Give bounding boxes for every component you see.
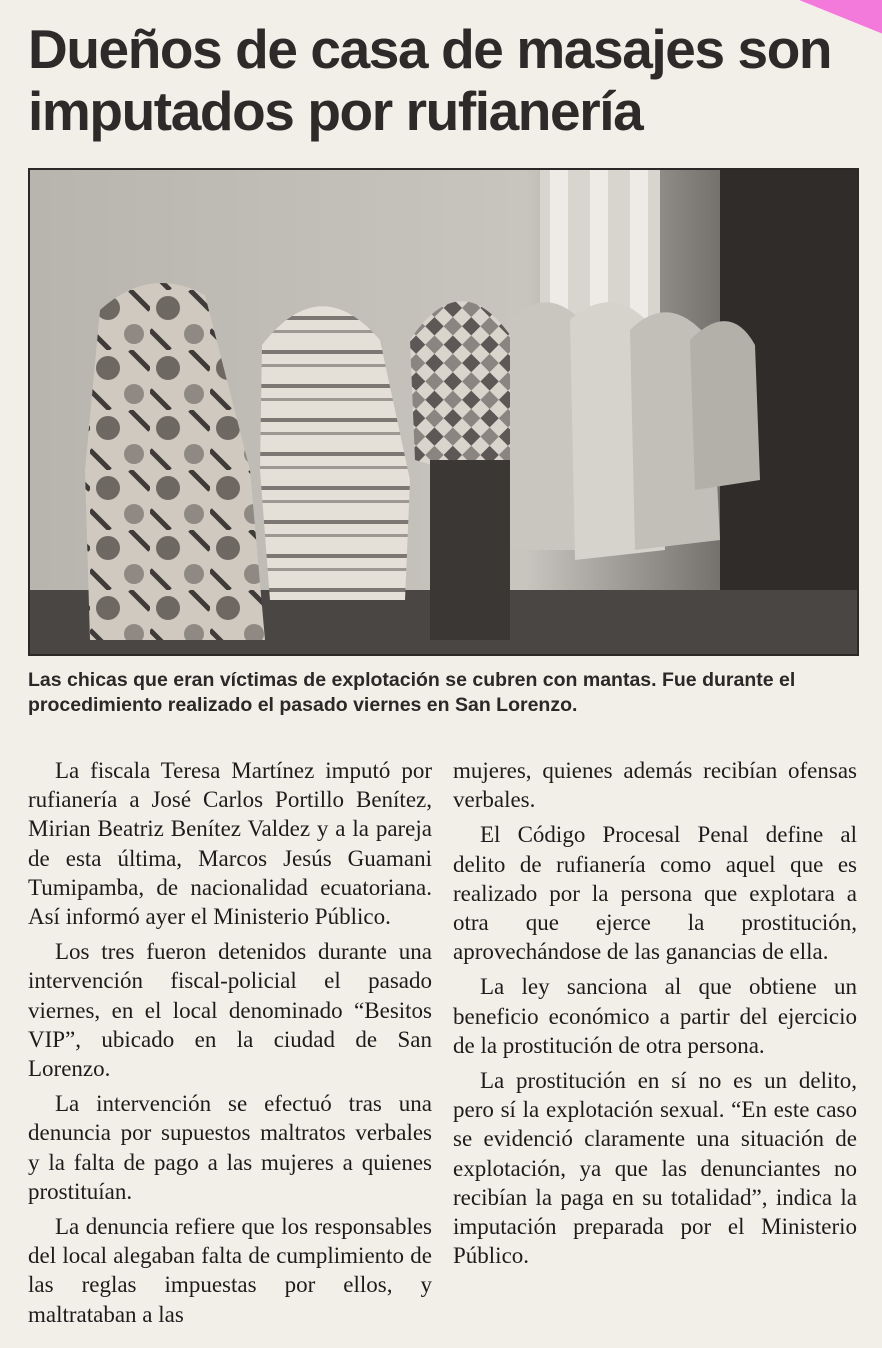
photo-image — [30, 170, 857, 654]
article-headline: Dueños de casa de masajes son imputados por rufianería — [28, 18, 832, 142]
photo-caption: Las chicas que eran víctimas de explotación se cubren con mantas. Fue durante el procedimiento realizado el pasado viernes en San Lorenzo. — [28, 669, 796, 716]
paragraph: El Código Procesal Penal define al delito de rufianería como aquel que es realizado por la persona que explotara a otra que ejerce la prostitución, aprovechándose de las ganancias de ella. — [453, 822, 857, 965]
paragraph: La intervención se efectuó tras una denuncia por supuestos maltratos verbales y la falta de pago a las mujeres a quienes prostituían. — [28, 1091, 432, 1204]
paragraph: La denuncia refiere que los responsables del local alegaban falta de cumplimiento de las reglas impuestas por ellos, y maltrataban a las — [28, 1214, 432, 1327]
paragraph: La ley sanciona al que obtiene un beneficio económico a partir del ejercicio de la prostitución de otra persona. — [453, 974, 857, 1058]
paragraph: mujeres, quienes además recibían ofensas verbales. — [453, 758, 857, 813]
paragraph: La fiscala Teresa Martínez imputó por rufianería a José Carlos Portillo Benítez, Mirian Beatriz Benítez Valdez y a la pareja de esta última, Marcos Jesús Guamani Tumipamba, de nacionalidad ecuatoriana. Así informó ayer el Ministerio Público. — [28, 758, 432, 930]
article-body-right-column — [453, 756, 857, 1276]
paragraph: Los tres fueron detenidos durante una intervención fiscal-policial el pasado viernes, en el local denominado “Besitos VIP”, ubicado en la ciudad de San Lorenzo. — [28, 939, 432, 1082]
article-photo — [28, 168, 859, 656]
article-body-left-column — [28, 756, 432, 1335]
paragraph: La prostitución en sí no es un delito, pero sí la explotación sexual. “En este caso se evidenció claramente una situación de explotación, ya que las denunciantes no recibían la paga en su totalidad”, indica la imputación preparada por el Ministerio Público. — [453, 1068, 857, 1269]
